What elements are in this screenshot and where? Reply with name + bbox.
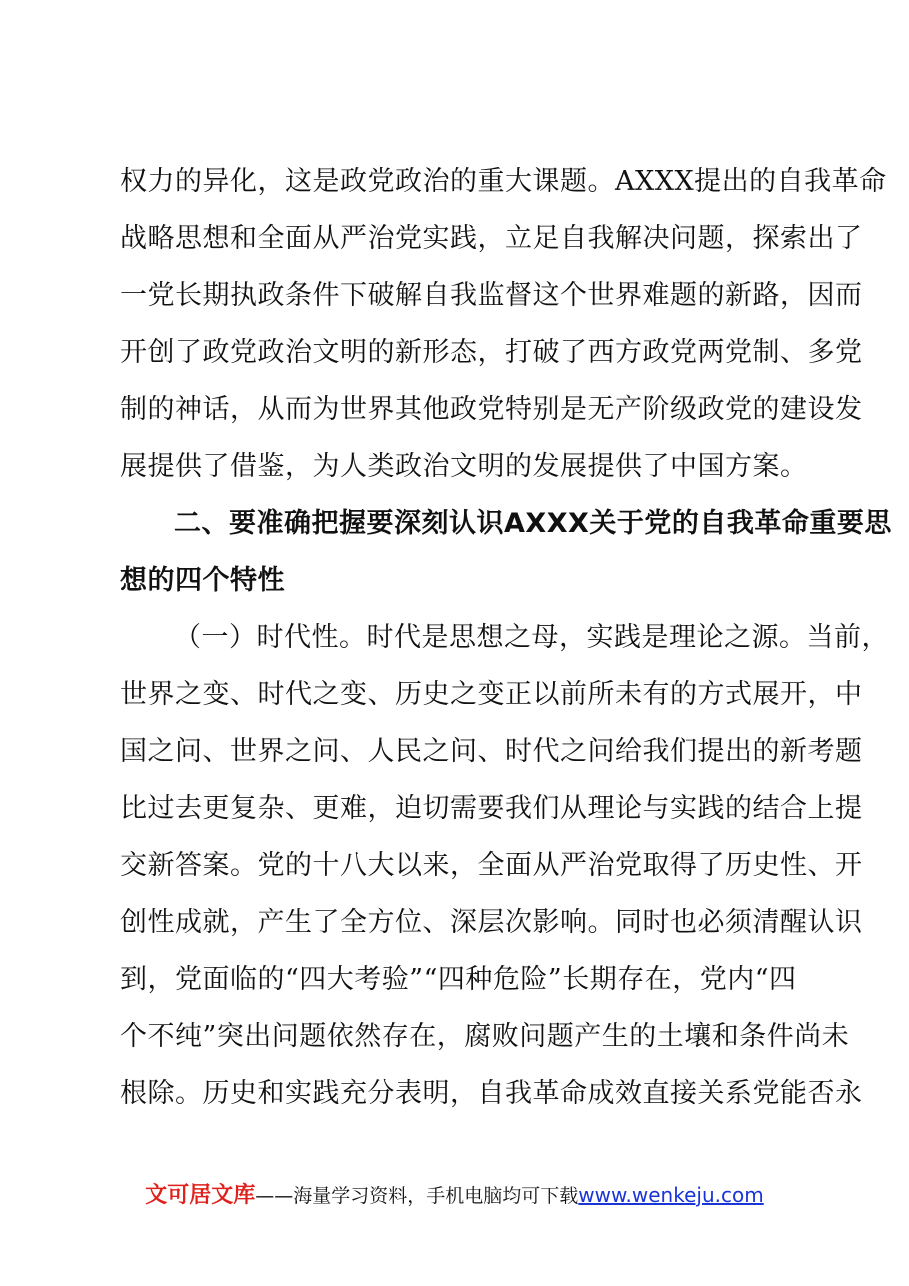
paragraph-line: 个不纯”突出问题依然存在，腐败问题产生的土壤和条件尚未	[120, 1021, 850, 1052]
paragraph-line: 一党长期执政条件下破解自我监督这个世界难题的新路，因而	[120, 280, 863, 311]
paragraph-line: 国之问、世界之问、人民之问、时代之问给我们提出的新考题	[120, 736, 863, 767]
paragraph-line: 世界之变、时代之变、历史之变正以前所未有的方式展开，中	[120, 679, 863, 710]
footer-tagline: ——海量学习资料，手机电脑均可下载	[255, 1185, 579, 1207]
section-heading-line: 二、要准确把握要深刻认识AXXX关于党的自我革命重要思	[174, 508, 892, 539]
paragraph-line: 比过去更复杂、更难，迫切需要我们从理论与实践的结合上提	[120, 793, 863, 824]
paragraph-line: （一）时代性。时代是思想之母，实践是理论之源。当前，	[174, 622, 889, 653]
footer-website-link[interactable]: www.wenkeju.com	[578, 1183, 764, 1207]
footer-brand: 文可居文库	[145, 1183, 256, 1208]
paragraph-line: 战略思想和全面从严治党实践，立足自我解决问题，探索出了	[120, 223, 863, 254]
paragraph-line: 根除。历史和实践充分表明，自我革命成效直接关系党能否永	[120, 1078, 863, 1109]
paragraph-line: 创性成就，产生了全方位、深层次影响。同时也必须清醒认识	[120, 907, 863, 938]
paragraph-line: 开创了政党政治文明的新形态，打破了西方政党两党制、多党	[120, 337, 863, 368]
paragraph-line: 展提供了借鉴，为人类政治文明的发展提供了中国方案。	[120, 451, 808, 482]
section-heading-line: 想的四个特性	[120, 565, 285, 596]
paragraph-line: 制的神话，从而为世界其他政党特别是无产阶级政党的建设发	[120, 394, 863, 425]
footer-banner	[0, 1182, 909, 1209]
paragraph-line: 到，党面临的“四大考验”“四种危险”长期存在，党内“四	[120, 964, 797, 995]
paragraph-line: 权力的异化，这是政党政治的重大课题。AXXX提出的自我革命	[120, 166, 887, 197]
paragraph-line: 交新答案。党的十八大以来，全面从严治党取得了历史性、开	[120, 850, 863, 881]
